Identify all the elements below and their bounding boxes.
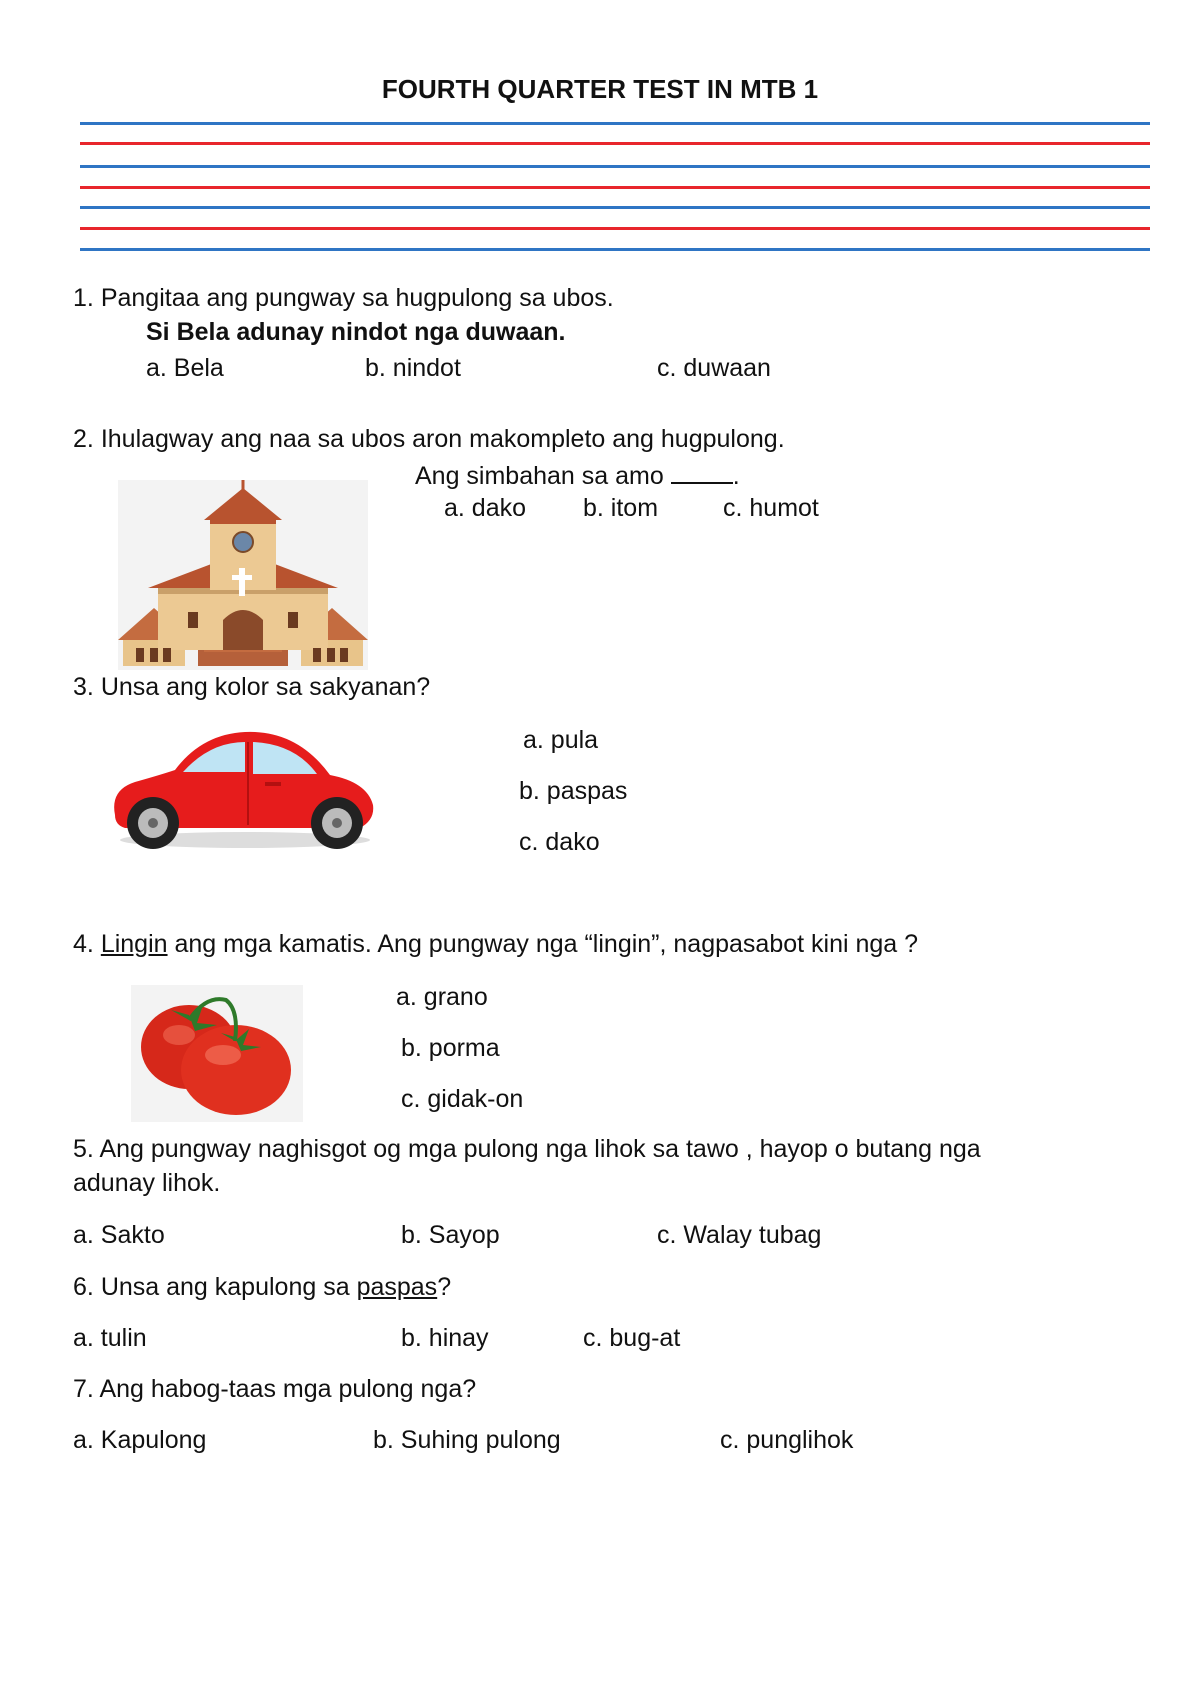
church-icon: [118, 480, 368, 670]
answer-blank[interactable]: [671, 460, 733, 484]
choice-c[interactable]: c. duwaan: [657, 354, 771, 382]
blue-rule: [80, 122, 1150, 125]
choice-c[interactable]: c. gidak-on: [401, 1085, 524, 1113]
choice-a[interactable]: a. Kapulong: [73, 1426, 207, 1454]
red-rule: [80, 227, 1150, 230]
red-rule: [80, 142, 1150, 145]
question-prompt: 3. Unsa ang kolor sa sakyanan?: [73, 673, 431, 701]
choice-a[interactable]: a. dako: [444, 494, 527, 522]
blue-rule: [80, 248, 1150, 251]
blue-rule: [80, 165, 1150, 168]
question-prompt: 6. Unsa ang kapulong sa paspas?: [73, 1273, 452, 1301]
choice-b[interactable]: b. nindot: [365, 354, 461, 382]
tomatoes-icon: [131, 985, 303, 1122]
question-prompt: 7. Ang habog-taas mga pulong nga?: [73, 1375, 477, 1403]
choice-b[interactable]: b. Sayop: [401, 1221, 500, 1249]
question-prompt: 2. Ihulagway ang naa sa ubos aron makompleto ang hugpulong.: [73, 425, 785, 453]
page-title: FOURTH QUARTER TEST IN MTB 1: [381, 74, 819, 104]
question-prompt-continued: adunay lihok.: [73, 1169, 221, 1197]
red-rule: [80, 186, 1150, 189]
choice-c[interactable]: c. dako: [519, 828, 600, 856]
red-car-icon: [105, 720, 380, 855]
choice-c[interactable]: c. bug-at: [583, 1324, 681, 1352]
blue-rule: [80, 206, 1150, 209]
choice-c[interactable]: c. humot: [723, 494, 819, 522]
underlined-word: paspas: [356, 1273, 438, 1301]
question-prompt: 4. Lingin ang mga kamatis. Ang pungway nga “lingin”, nagpasabot kini nga ?: [73, 930, 919, 958]
choice-a[interactable]: a. tulin: [73, 1324, 147, 1352]
choice-b[interactable]: b. paspas: [519, 777, 628, 805]
choice-b[interactable]: b. Suhing pulong: [373, 1426, 561, 1454]
question-sentence: Ang simbahan sa amo .: [415, 462, 740, 490]
underlined-word: Lingin: [100, 930, 168, 958]
choice-b[interactable]: b. porma: [401, 1034, 500, 1062]
choice-a[interactable]: a. Sakto: [73, 1221, 165, 1249]
choice-a[interactable]: a. Bela: [146, 354, 224, 382]
choice-c[interactable]: c. Walay tubag: [657, 1221, 822, 1249]
choice-c[interactable]: c. punglihok: [720, 1426, 854, 1454]
question-prompt: 1. Pangitaa ang pungway sa hugpulong sa ubos.: [73, 284, 614, 312]
choice-a[interactable]: a. pula: [523, 726, 599, 754]
choice-a[interactable]: a. grano: [396, 983, 488, 1011]
question-sentence: Si Bela adunay nindot nga duwaan.: [146, 318, 566, 346]
choice-b[interactable]: b. itom: [583, 494, 659, 522]
choice-b[interactable]: b. hinay: [401, 1324, 489, 1352]
question-prompt: 5. Ang pungway naghisgot og mga pulong nga lihok sa tawo , hayop o butang nga: [73, 1135, 981, 1163]
